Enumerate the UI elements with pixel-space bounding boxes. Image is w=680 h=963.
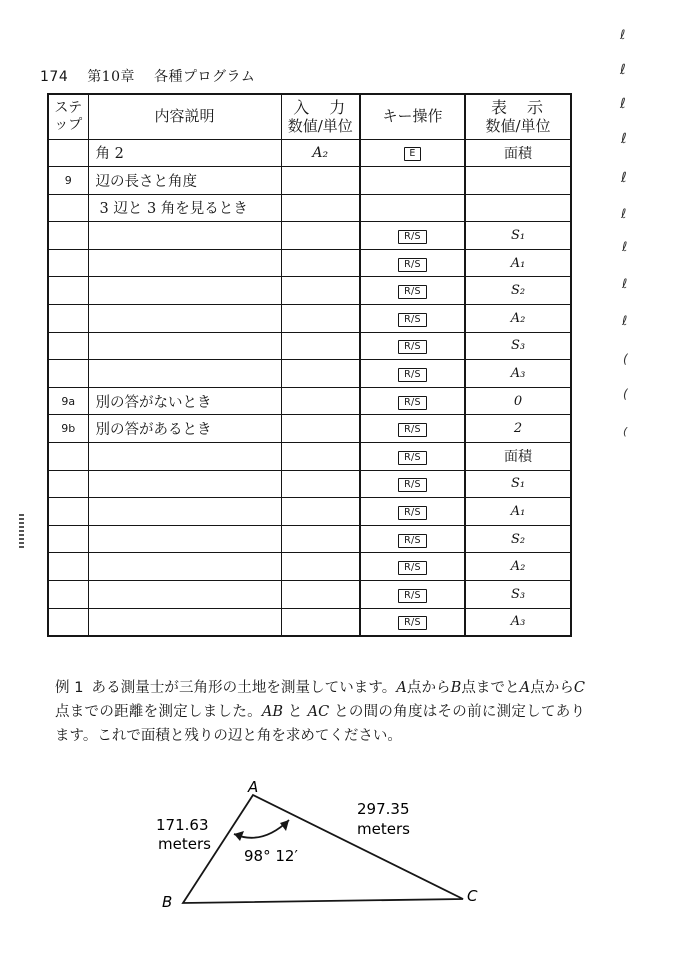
point-label: A xyxy=(519,680,531,696)
rs-key: R/S xyxy=(398,561,427,575)
vertex-b-label: B xyxy=(162,893,173,911)
description-cell: 辺の長さと角度 xyxy=(88,167,281,195)
vertex-a-label: A xyxy=(248,778,259,796)
rs-key: R/S xyxy=(398,230,427,244)
text-run: 点から xyxy=(406,680,451,696)
rs-key: R/S xyxy=(398,478,427,492)
display-cell: S₃ xyxy=(465,581,571,609)
text-run: と xyxy=(283,704,308,720)
rs-key: R/S xyxy=(398,534,427,548)
description-cell: 別の答がないとき xyxy=(88,387,281,415)
input-cell: A₂ xyxy=(281,139,360,167)
chapter-label: 第10章 xyxy=(87,69,136,85)
display-cell: 2 xyxy=(465,415,571,443)
step-cell: 9a xyxy=(48,387,88,415)
display-cell: S₁ xyxy=(465,470,571,498)
rs-key: R/S xyxy=(398,285,427,299)
header-input-top: 入 力 xyxy=(293,97,348,117)
header-step-line1: ステ xyxy=(54,99,83,116)
rs-key: R/S xyxy=(398,368,427,382)
side-ac-unit: meters xyxy=(357,820,410,838)
point-label: A xyxy=(396,680,407,696)
rs-key: R/S xyxy=(398,396,427,410)
display-cell: 面積 xyxy=(465,139,571,167)
display-cell: A₃ xyxy=(465,360,571,388)
left-margin-mark xyxy=(19,514,24,548)
rs-key: R/S xyxy=(398,423,427,437)
header-step-line2: ップ xyxy=(54,116,83,133)
angle-a-value: 98° 12′ xyxy=(244,847,298,865)
rs-key: R/S xyxy=(398,340,427,354)
text-run: 点から xyxy=(530,680,574,696)
display-cell: S₁ xyxy=(465,222,571,250)
triangle-shape xyxy=(183,795,463,903)
rs-key: R/S xyxy=(398,313,427,327)
step-cell: 9 xyxy=(48,167,88,195)
point-label: B xyxy=(450,680,462,696)
rs-key: R/S xyxy=(398,616,427,630)
display-cell: A₁ xyxy=(465,249,571,277)
display-cell: S₂ xyxy=(465,277,571,305)
header-display-bottom: 数値/単位 xyxy=(485,116,551,135)
header-input-bottom: 数値/単位 xyxy=(287,116,353,135)
description-cell: 3 辺と 3 角を見るとき xyxy=(88,194,281,222)
description-cell: 角 2 xyxy=(88,139,281,167)
description-cell: 別の答があるとき xyxy=(88,415,281,443)
header-description: 内容説明 xyxy=(88,94,281,139)
side-ac-value: 297.35 xyxy=(357,800,410,818)
point-label: AC xyxy=(307,704,330,720)
display-cell: S₂ xyxy=(465,525,571,553)
rs-key: R/S xyxy=(398,506,427,520)
text-run: 点までの距離を測定しました。 xyxy=(55,704,262,720)
display-cell: S₃ xyxy=(465,332,571,360)
rs-key: R/S xyxy=(398,451,427,465)
step-cell: 9b xyxy=(48,415,88,443)
display-cell: A₃ xyxy=(465,608,571,636)
page-number: 174 xyxy=(40,69,69,85)
header-keys: キー操作 xyxy=(360,94,465,139)
rs-key: R/S xyxy=(398,589,427,603)
example-label: 例 1 xyxy=(55,680,84,696)
text-run: ある測量士が三角形の土地を測量しています。 xyxy=(91,680,397,696)
chapter-title: 各種プログラム xyxy=(153,69,256,85)
side-ab-value: 171.63 xyxy=(156,816,209,834)
text-run: との間の角度はその前に測定してあります。これで面積と残りの辺と角を求めてください。 xyxy=(55,704,586,744)
text-run: 点までと xyxy=(461,680,520,696)
rs-key: R/S xyxy=(398,258,427,272)
e-key: E xyxy=(404,147,420,161)
display-cell: A₂ xyxy=(465,305,571,333)
display-cell: A₂ xyxy=(465,553,571,581)
point-label: AB xyxy=(261,704,284,720)
display-cell: 0 xyxy=(465,387,571,415)
vertex-c-label: C xyxy=(467,887,478,905)
header-display-top: 表 示 xyxy=(490,97,545,117)
display-cell: 面積 xyxy=(465,443,571,471)
display-cell: A₁ xyxy=(465,498,571,526)
side-ab-unit: meters xyxy=(158,835,211,853)
point-label: C xyxy=(573,680,586,696)
